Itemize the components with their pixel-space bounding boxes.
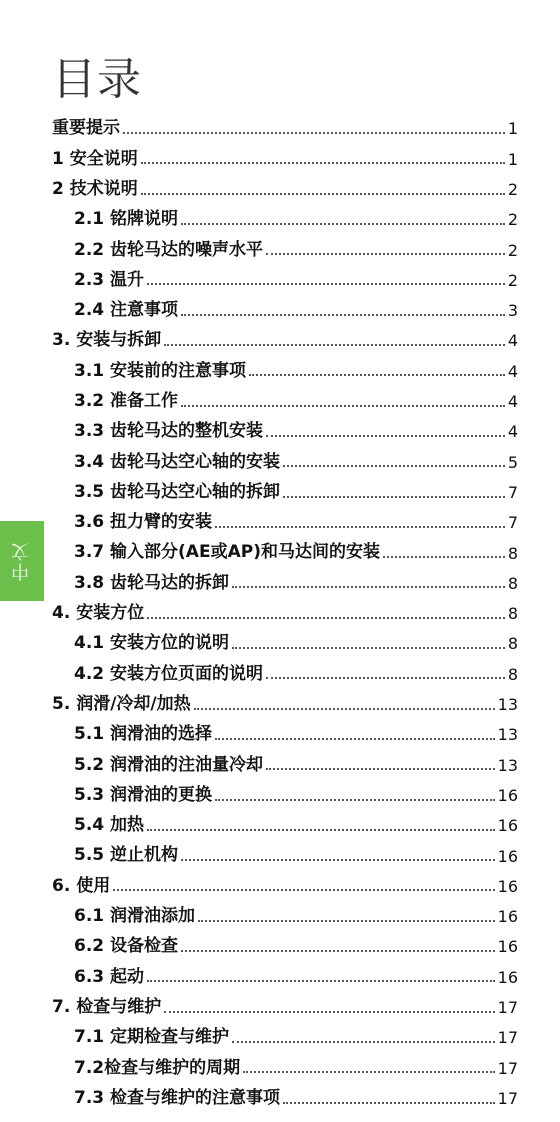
toc-entry[interactable]	[52, 199, 518, 229]
toc-entry-page-number: 1	[507, 149, 518, 169]
toc-entry-page-number: 16	[497, 876, 518, 896]
toc-entry[interactable]	[52, 320, 518, 350]
toc-dot-leader	[266, 435, 505, 437]
toc-dot-leader	[123, 132, 505, 134]
toc-entry-page-number: 17	[497, 1088, 518, 1108]
toc-entry-page-number: 2	[507, 180, 518, 199]
toc-entry-title: 2.1 铭牌说明	[74, 209, 179, 230]
toc-dot-leader	[283, 1102, 495, 1104]
toc-entry[interactable]	[52, 714, 518, 744]
toc-entry-page-number: 7	[507, 482, 518, 502]
toc-dot-leader	[266, 253, 505, 255]
toc-entry[interactable]	[52, 683, 518, 713]
toc-entry-title: 重要提示	[52, 118, 120, 139]
toc-entry[interactable]	[52, 116, 518, 138]
toc-dot-leader	[232, 647, 505, 649]
toc-entry[interactable]	[52, 441, 518, 471]
toc-entry-page-number: 13	[497, 695, 518, 715]
table-of-contents	[52, 116, 518, 1108]
toc-entry-title: 1 安全说明	[52, 148, 138, 169]
toc-entry[interactable]	[52, 1077, 518, 1107]
toc-entry-page-number: 16	[497, 816, 518, 836]
toc-dot-leader	[283, 496, 505, 498]
toc-entry-page-number: 4	[507, 422, 518, 442]
toc-entry-page-number: 7	[507, 513, 518, 533]
toc-entry[interactable]	[52, 471, 518, 501]
toc-entry[interactable]	[52, 168, 518, 198]
toc-entry[interactable]	[52, 289, 518, 319]
toc-entry-title: 3.8 齿轮马达的拆卸	[74, 572, 230, 593]
toc-dot-leader	[215, 526, 505, 528]
toc-dot-leader	[283, 465, 505, 467]
toc-entry-title: 3.1 安装前的注意事项	[74, 360, 247, 381]
toc-entry-title: 3.2 准备工作	[74, 390, 179, 411]
toc-entry[interactable]	[52, 1017, 518, 1047]
toc-dot-leader	[164, 1011, 494, 1013]
toc-entry-page-number: 13	[497, 725, 518, 745]
toc-entry[interactable]	[52, 805, 518, 835]
toc-dot-leader	[147, 283, 505, 285]
toc-dot-leader	[141, 193, 505, 195]
toc-dot-leader	[164, 344, 505, 346]
toc-dot-leader	[181, 223, 505, 225]
toc-dot-leader	[232, 586, 505, 588]
toc-dot-leader	[181, 405, 505, 407]
toc-entry-page-number: 17	[497, 1058, 518, 1078]
toc-entry-page-number: 16	[497, 907, 518, 927]
toc-entry[interactable]	[52, 562, 518, 592]
toc-entry-title: 6.1 润滑油添加	[74, 906, 196, 927]
toc-dot-leader	[181, 950, 495, 952]
toc-dot-leader	[113, 889, 494, 891]
toc-entry-page-number: 2	[507, 210, 518, 230]
toc-entry-page-number: 8	[507, 634, 518, 654]
toc-dot-leader	[181, 314, 505, 316]
toc-entry-title: 5. 润滑/冷却/加热	[52, 693, 191, 714]
toc-entry[interactable]	[52, 229, 518, 259]
toc-entry-page-number: 4	[507, 331, 518, 351]
toc-dot-leader	[266, 768, 495, 770]
toc-entry-page-number: 16	[497, 937, 518, 957]
toc-entry-title: 2.3 温升	[74, 269, 145, 290]
toc-entry[interactable]	[52, 895, 518, 925]
toc-dot-leader	[147, 829, 495, 831]
toc-entry-page-number: 8	[507, 573, 518, 593]
toc-entry-title: 4. 安装方位	[52, 603, 145, 624]
toc-entry[interactable]	[52, 532, 518, 562]
toc-entry-page-number: 4	[507, 392, 518, 412]
toc-dot-leader	[249, 374, 505, 376]
toc-entry-title: 3.7 输入部分(AE或AP)和马达间的安装	[74, 542, 380, 563]
toc-entry-page-number: 16	[497, 846, 518, 866]
toc-entry-title: 5.3 润滑油的更换	[74, 784, 213, 805]
toc-entry-title: 2 技术说明	[52, 178, 138, 199]
toc-entry-title: 3.3 齿轮马达的整机安装	[74, 421, 264, 442]
toc-entry[interactable]	[52, 956, 518, 986]
toc-dot-leader	[198, 920, 495, 922]
toc-entry-title: 5.4 加热	[74, 815, 145, 836]
language-tab[interactable]	[0, 521, 44, 601]
toc-entry-title: 5.1 润滑油的选择	[74, 724, 213, 745]
toc-entry-title: 4.2 安装方位页面的说明	[74, 663, 264, 684]
toc-entry-title: 3. 安装与拆卸	[52, 330, 162, 351]
language-tab-label: 中文	[11, 541, 32, 581]
toc-entry[interactable]	[52, 1047, 518, 1077]
toc-entry-title: 7.1 定期检查与维护	[74, 1027, 230, 1048]
toc-entry-page-number: 1	[507, 119, 518, 139]
toc-entry[interactable]	[52, 138, 518, 168]
page-title: 目录	[52, 54, 142, 105]
toc-dot-leader	[383, 556, 505, 558]
toc-entry-title: 3.5 齿轮马达空心轴的拆卸	[74, 481, 281, 502]
toc-dot-leader	[215, 738, 495, 740]
toc-entry[interactable]	[52, 774, 518, 804]
toc-entry-title: 5.2 润滑油的注油量冷却	[74, 754, 264, 775]
toc-dot-leader	[232, 1041, 495, 1043]
toc-entry[interactable]	[52, 623, 518, 653]
toc-dot-leader	[266, 677, 505, 679]
toc-entry-title: 6.3 起动	[74, 966, 145, 987]
toc-entry-title: 3.4 齿轮马达空心轴的安装	[74, 451, 281, 472]
toc-entry[interactable]	[52, 653, 518, 683]
toc-entry[interactable]	[52, 380, 518, 410]
toc-dot-leader	[215, 799, 495, 801]
toc-entry-page-number: 16	[497, 785, 518, 805]
toc-entry[interactable]	[52, 502, 518, 532]
toc-entry[interactable]	[52, 986, 518, 1016]
toc-entry-page-number: 8	[507, 664, 518, 684]
toc-entry-title: 5.5 逆止机构	[74, 845, 179, 866]
toc-dot-leader	[243, 1071, 495, 1073]
toc-entry[interactable]	[52, 926, 518, 956]
toc-entry-page-number: 5	[507, 452, 518, 472]
toc-dot-leader	[147, 980, 495, 982]
toc-entry[interactable]	[52, 350, 518, 380]
toc-entry-title: 6.2 设备检查	[74, 936, 179, 957]
toc-entry[interactable]	[52, 592, 518, 622]
toc-entry-title: 7. 检查与维护	[52, 996, 162, 1017]
toc-entry-page-number: 16	[497, 967, 518, 987]
toc-dot-leader	[147, 617, 505, 619]
toc-entry-title: 2.4 注意事项	[74, 300, 179, 321]
toc-entry-page-number: 17	[497, 998, 518, 1018]
toc-entry[interactable]	[52, 865, 518, 895]
toc-entry[interactable]	[52, 835, 518, 865]
toc-entry-title: 7.2检查与维护的周期	[74, 1057, 241, 1078]
toc-entry-page-number: 2	[507, 240, 518, 260]
toc-dot-leader	[181, 859, 495, 861]
toc-entry-title: 4.1 安装方位的说明	[74, 633, 230, 654]
toc-entry-page-number: 2	[507, 270, 518, 290]
toc-entry[interactable]	[52, 744, 518, 774]
toc-entry-page-number: 17	[497, 1028, 518, 1048]
toc-dot-leader	[141, 162, 505, 164]
toc-entry-title: 2.2 齿轮马达的噪声水平	[74, 239, 264, 260]
toc-dot-leader	[194, 708, 495, 710]
toc-entry-page-number: 13	[497, 755, 518, 775]
toc-entry-page-number: 3	[507, 301, 518, 321]
toc-entry-page-number: 8	[507, 543, 518, 563]
toc-entry-title: 7.3 检查与维护的注意事项	[74, 1087, 281, 1108]
toc-entry-title: 3.6 扭力臂的安装	[74, 512, 213, 533]
toc-entry[interactable]	[52, 411, 518, 441]
toc-entry-title: 6. 使用	[52, 875, 111, 896]
toc-entry[interactable]	[52, 259, 518, 289]
toc-entry-page-number: 8	[507, 604, 518, 624]
toc-entry-page-number: 4	[507, 361, 518, 381]
